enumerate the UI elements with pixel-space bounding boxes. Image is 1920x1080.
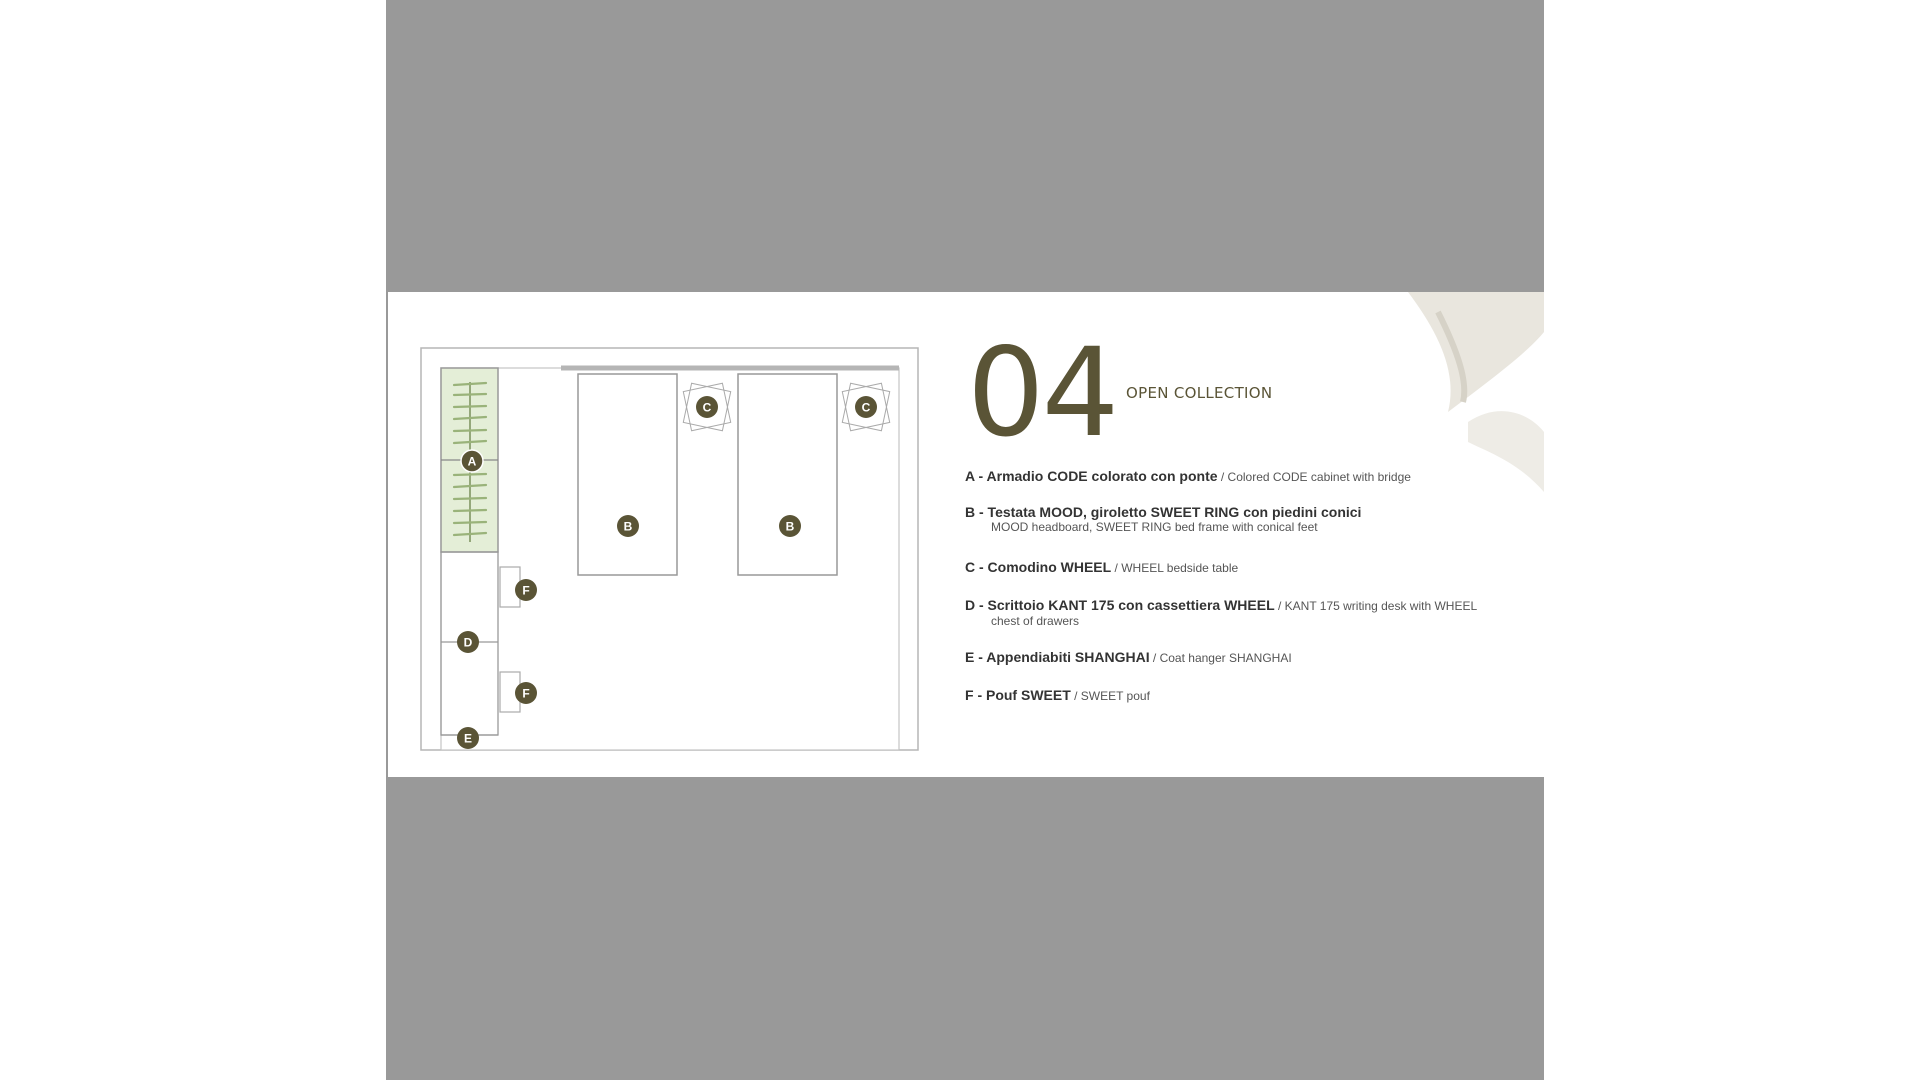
bed-right xyxy=(738,374,837,575)
svg-text:B: B xyxy=(785,519,795,534)
svg-text:C: C xyxy=(702,400,712,415)
label-b-left xyxy=(617,515,639,537)
label-b-right xyxy=(779,515,801,537)
catalog-page xyxy=(388,292,1544,777)
svg-text:F: F xyxy=(522,686,530,701)
label-f-bottom xyxy=(515,682,537,704)
svg-text:E: E xyxy=(463,731,473,746)
legend-item-e: E - Appendiabiti SHANGHAI / Coat hanger SHANGHAI xyxy=(965,649,1292,665)
legend-item-a: A - Armadio CODE colorato con ponte / Colored CODE cabinet with bridge xyxy=(965,468,1411,484)
label-c-right xyxy=(855,396,877,418)
svg-text:D: D xyxy=(463,635,473,650)
label-d xyxy=(457,631,479,653)
legend-item-f: F - Pouf SWEET / SWEET pouf xyxy=(965,687,1150,703)
floor-plan xyxy=(420,347,920,752)
svg-text:F: F xyxy=(522,583,530,598)
section-number: 04 xyxy=(967,322,1117,464)
label-e xyxy=(457,727,479,749)
decorative-brush-artwork xyxy=(1378,292,1544,592)
label-f-top xyxy=(515,579,537,601)
collection-name: OPEN COLLECTION xyxy=(1126,384,1273,402)
label-c-left xyxy=(696,396,718,418)
label-a xyxy=(461,450,483,472)
svg-text:A: A xyxy=(467,454,477,469)
legend-item-b: B - Testata MOOD, giroletto SWEET RING con piedini conici MOOD headboard, SWEET RING bed frame with conical feet xyxy=(965,504,1362,534)
svg-text:B: B xyxy=(623,519,633,534)
svg-text:C: C xyxy=(861,400,871,415)
legend-item-d: D - Scrittoio KANT 175 con cassettiera WHEEL / KANT 175 writing desk with WHEEL chest of drawers xyxy=(965,597,1478,628)
bed-left xyxy=(578,374,677,575)
legend-item-c: C - Comodino WHEEL / WHEEL bedside table xyxy=(965,559,1239,575)
